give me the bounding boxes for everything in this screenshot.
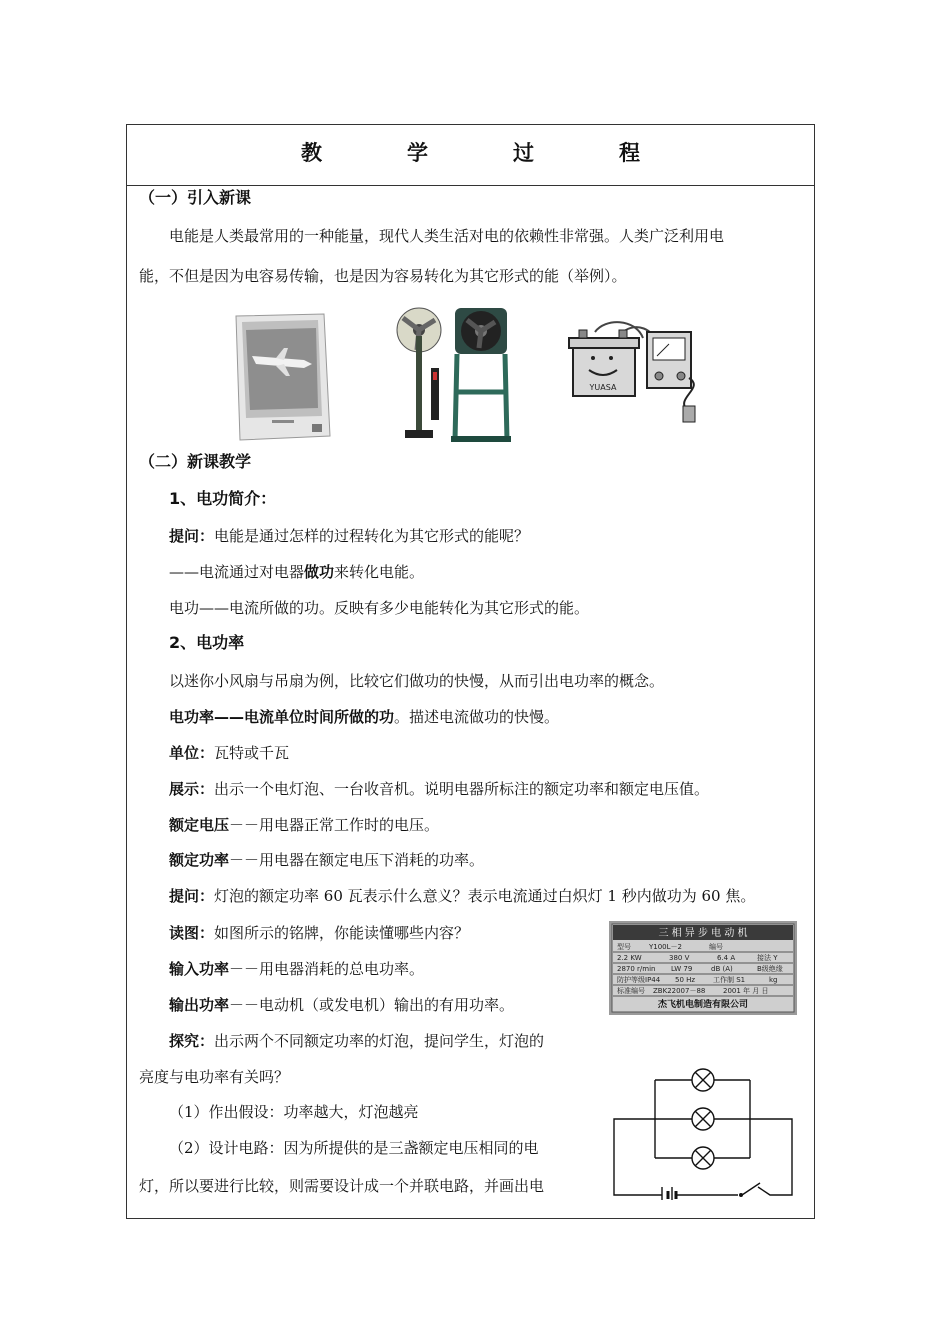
question-1: [169, 526, 529, 546]
nameplate-cell: 2.2 KW: [617, 954, 642, 962]
rated-power-text: －－用电器在额定电压下消耗的功率。: [229, 851, 485, 869]
explore-line-2: 亮度与电功率有关吗？: [139, 1068, 290, 1086]
nameplate-title: 三 相 异 步 电 动 机: [658, 928, 748, 939]
nameplate-cell: ZBK22007－88: [653, 987, 706, 995]
read-figure-label: 读图：: [169, 924, 215, 942]
unit-line: [169, 743, 289, 763]
demonstration-label: 展示：: [169, 780, 215, 798]
motor-nameplate-image: [609, 921, 797, 1015]
rated-voltage-line: [169, 815, 439, 835]
input-power-line: [169, 959, 424, 979]
question-label: 提问：: [169, 527, 215, 545]
answer-text-post: 来转化电能。: [334, 563, 425, 581]
output-power-text: －－电动机（或发电机）输出的有用功率。: [229, 996, 515, 1014]
nameplate-cell: 50 Hz: [675, 976, 696, 984]
answer-1: [169, 562, 424, 582]
unit-label: 单位：: [169, 744, 215, 762]
nameplate-cell: kg: [769, 976, 778, 984]
switch-pivot: [739, 1193, 743, 1197]
design-line-2: 灯，所以要进行比较，则需要设计成一个并联电路，并画出电: [139, 1177, 545, 1195]
nameplate-cell: 编号: [709, 943, 723, 951]
explore-line-1: [169, 1031, 544, 1051]
switch-lever: [742, 1183, 760, 1195]
answer-keyword: 做功: [304, 563, 335, 581]
nameplate-cell: 型号: [617, 943, 631, 951]
output-power-label: 输出功率: [169, 996, 230, 1014]
nameplate-cell: dB (A): [711, 965, 733, 973]
rated-voltage-label: 额定电压: [169, 816, 230, 834]
parallel-circuit-diagram: [610, 1065, 800, 1200]
nameplate-cell: LW 79: [671, 965, 693, 973]
answer-text-pre: ——电流通过对电器: [169, 563, 305, 581]
question-2: [169, 886, 755, 906]
nameplate-cell: 标准编号: [617, 987, 645, 995]
power-intro: 以迷你小风扇与吊扇为例，比较它们做功的快慢，从而引出电功率的概念。: [169, 672, 665, 690]
output-power-line: [169, 995, 514, 1015]
nameplate-cell: 2001 年 月 日: [723, 987, 769, 995]
battery-and-meter-image: [565, 318, 710, 428]
hypothesis-line: （1）作出假设：功率越大，灯泡越亮: [169, 1103, 419, 1121]
input-power-text: －－用电器消耗的总电功率。: [229, 960, 425, 978]
question-text: 灯泡的额定功率 60 瓦表示什么意义？表示电流通过白炽灯 1 秒内做功为 60 焦。: [214, 887, 756, 905]
question-text: 电能是通过怎样的过程转化为其它形式的能呢？: [214, 527, 530, 545]
electric-fans-image: [395, 306, 513, 444]
lamp-icon: [692, 1147, 714, 1169]
demonstration-text: 出示一个电灯泡、一台收音机。说明电器所标注的额定功率和额定电压值。: [214, 780, 710, 798]
lamp-icon: [692, 1108, 714, 1130]
question-label: 提问：: [169, 887, 215, 905]
input-power-label: 输入功率: [169, 960, 230, 978]
battery-brand-label: YUASA: [589, 383, 617, 392]
subheading-electric-work: 1、电功简介：: [169, 489, 277, 508]
nameplate-maker: 杰飞机电制造有限公司: [657, 1000, 749, 1010]
nameplate-cell: 2870 r/min: [617, 965, 656, 973]
definition-electric-work: 电功——电流所做的功。反映有多少电能转化为其它形式的能。: [169, 599, 590, 617]
nameplate-cell: 380 V: [669, 954, 690, 962]
nameplate-cell: 防护等级IP44: [617, 976, 661, 984]
power-definition-text: 。描述电流做功的快慢。: [394, 708, 560, 726]
subheading-electric-power: 2、电功率: [169, 633, 245, 652]
section-heading-new-lesson: （二）新课教学: [139, 452, 252, 471]
lamp-icon: [692, 1069, 714, 1091]
rated-voltage-text: －－用电器正常工作时的电压。: [229, 816, 440, 834]
unit-text: 瓦特或千瓦: [214, 744, 290, 762]
nameplate-cell: 接法 Y: [757, 954, 778, 962]
television-image: [232, 312, 332, 442]
section-heading-intro: （一）引入新课: [139, 188, 252, 207]
explore-label: 探究：: [169, 1032, 215, 1050]
nameplate-cell: 6.4 A: [717, 954, 736, 962]
design-line-1: （2）设计电路：因为所提供的是三盏额定电压相同的电: [169, 1139, 539, 1157]
definition-electric-power: [169, 707, 559, 727]
intro-paragraph-line-2: 能，不但是因为电容易传输，也是因为容易转化为其它形式的能（举例）。: [139, 267, 627, 285]
nameplate-cell: Y100L－2: [649, 943, 682, 951]
rated-power-line: [169, 850, 484, 870]
table-title: 教 学 过 程: [301, 141, 672, 165]
demonstration-line: [169, 779, 709, 799]
nameplate-cell: 工作制 S1: [713, 976, 746, 984]
explore-text: 出示两个不同额定功率的灯泡，提问学生，灯泡的: [214, 1032, 545, 1050]
rated-power-label: 额定功率: [169, 851, 230, 869]
table-header-row: [127, 125, 814, 186]
intro-paragraph-line-1: 电能是人类最常用的一种能量，现代人类生活对电的依赖性非常强。人类广泛利用电: [169, 227, 725, 245]
read-figure-text: 如图所示的铭牌，你能读懂哪些内容？: [214, 924, 470, 942]
power-definition-bold: 电功率——电流单位时间所做的功: [169, 708, 395, 726]
nameplate-cell: B级绝缘: [757, 965, 783, 973]
read-figure-line: [169, 923, 469, 943]
